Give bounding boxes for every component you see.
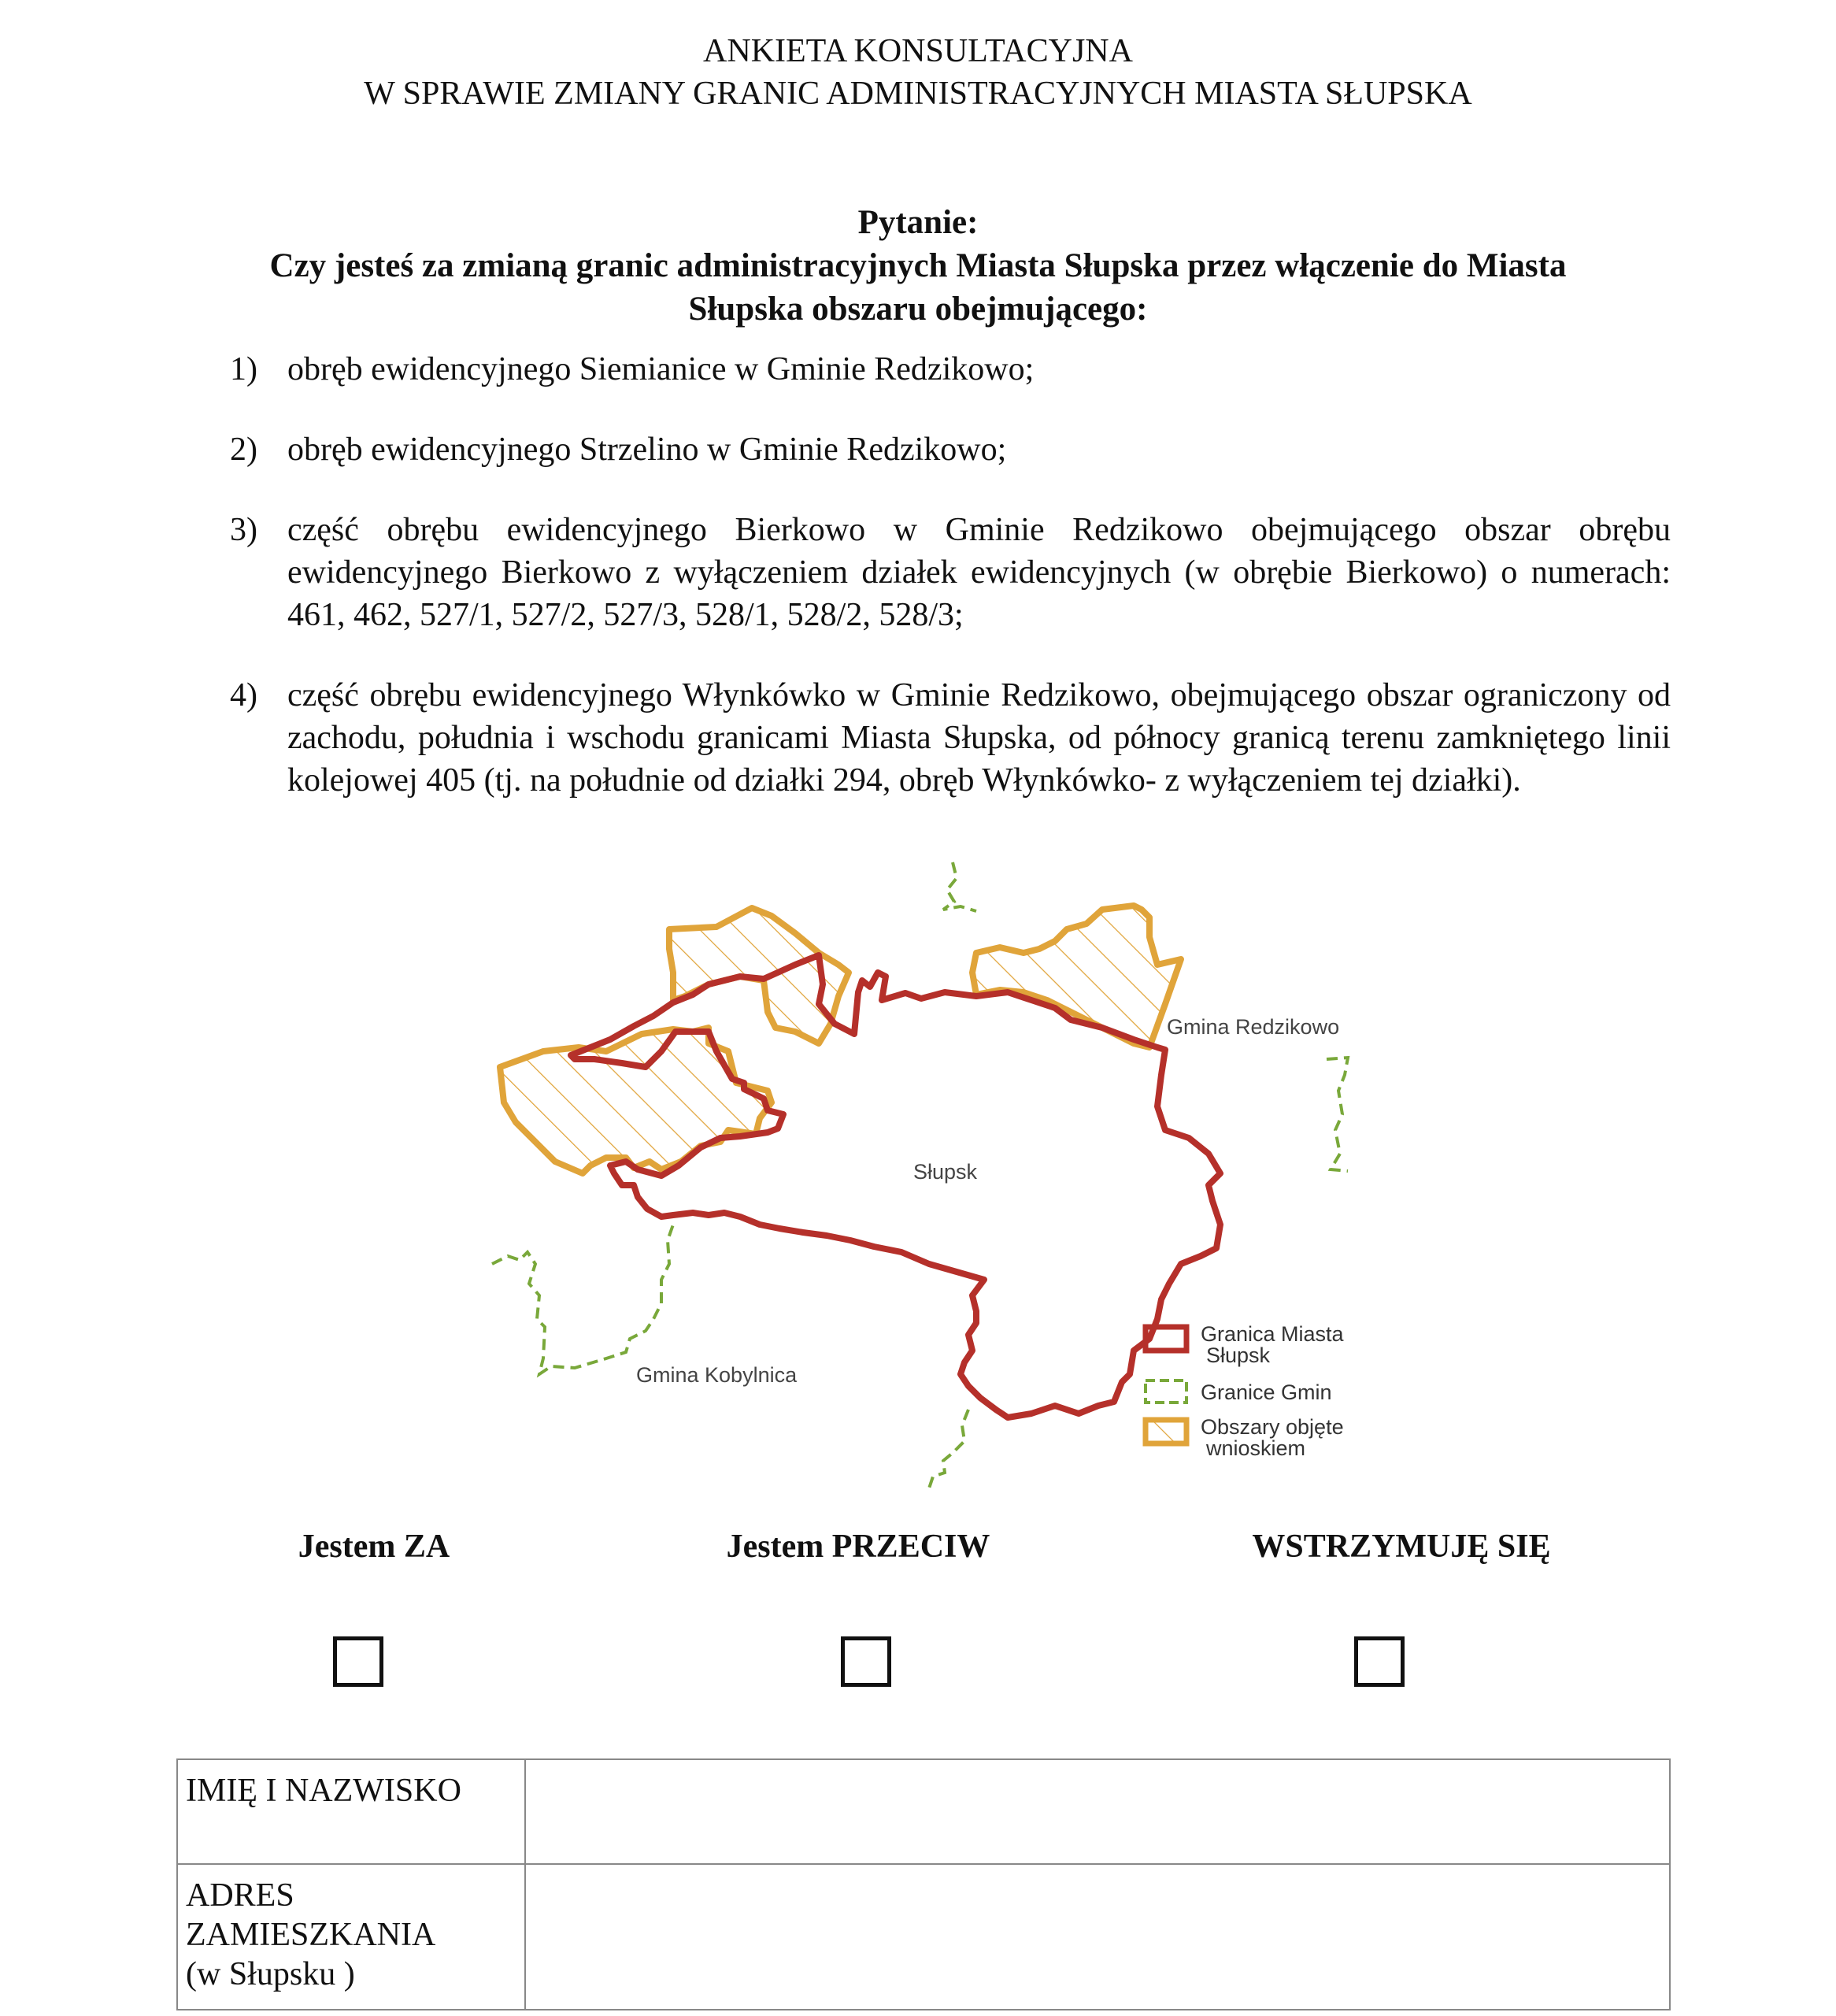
label-gmina-redzikowo: Gmina Redzikowo <box>1167 1015 1340 1039</box>
list-item-text: obręb ewidencyjnego Siemianice w Gminie Redzikowo; <box>287 351 1035 387</box>
address-label-line-3: (w Słupsku ) <box>186 1956 355 1992</box>
legend-gmina-border-swatch <box>1146 1380 1186 1403</box>
legend-areas-label-2: wnioskiem <box>1206 1436 1306 1460</box>
list-item-text: część obrębu ewidencyjnego Włynkówko w Gminie Redzikowo, obejmującego obszar ograniczony od zachodu, południa i wschodu granicami Miasta Słupska, od północy granicą terenu zamkniętego linii kolejowej 405 (tj. na południe od działki 294, obręb Włynkówko- z wyłączeniem tej działki). <box>287 677 1671 799</box>
option-przeciw-label: Jestem PRZECIW <box>726 1529 990 1565</box>
respondent-form <box>176 1758 1671 2010</box>
list-item-number: 1) <box>230 351 257 387</box>
area-north-east <box>972 906 1181 1047</box>
area-west <box>500 1028 772 1173</box>
za-checkbox[interactable] <box>333 1636 383 1687</box>
form-row-address <box>177 1864 1670 2010</box>
header-line-2: W SPRAWIE ZMIANY GRANIC ADMINISTRACYJNYCH MIASTA SŁUPSKA <box>364 76 1472 112</box>
przeciw-checkbox[interactable] <box>841 1636 891 1687</box>
header-line-1: ANKIETA KONSULTACYJNA <box>703 33 1133 69</box>
legend-gmina-border-label: Granice Gmin <box>1201 1380 1332 1404</box>
option-wstrzymuje-label: WSTRZYMUJĘ SIĘ <box>1252 1529 1551 1565</box>
legend-areas-label-1: Obszary objęte <box>1201 1415 1344 1439</box>
name-field[interactable] <box>525 1759 1670 1864</box>
legend-city-border-label-2: Słupsk <box>1206 1343 1271 1367</box>
gmina-border-north <box>943 862 976 911</box>
list-item-text: obręb ewidencyjnego Strzelino w Gminie Redzikowo; <box>287 432 1007 468</box>
question-title: Pytanie: <box>857 204 979 241</box>
list-item <box>230 509 1671 636</box>
list-item-number: 3) <box>230 512 257 548</box>
address-label-line-2: ZAMIESZKANIA <box>186 1917 436 1953</box>
question-line-2: Słupska obszaru obejmującego: <box>688 291 1148 328</box>
document-header <box>0 30 1836 115</box>
wstrzymuje-checkbox[interactable] <box>1354 1636 1405 1687</box>
form-row-name <box>177 1759 1670 1864</box>
address-label-line-1: ADRES <box>186 1877 294 1914</box>
question-block <box>0 201 1836 331</box>
list-item <box>230 428 1671 471</box>
gmina-border-south <box>929 1410 968 1488</box>
legend-areas-swatch <box>1146 1420 1186 1443</box>
list-item <box>230 674 1671 802</box>
address-label <box>177 1864 525 2010</box>
list-item-text: część obrębu ewidencyjnego Bierkowo w Gminie Redzikowo obejmującego obszar obrębu ewidencyjnego Bierkowo z wyłączeniem działek ewidencyjnych (w obrębie Bierkowo) o numerach: 461, 462, 527/1, 527/2, 527/3, 528/1, 528/2, 528/3; <box>287 512 1671 633</box>
question-line-1: Czy jesteś za zmianą granic administracyjnych Miasta Słupska przez włączenie do Miasta <box>269 247 1567 284</box>
gmina-border-west <box>492 1225 673 1374</box>
area-list <box>230 348 1671 839</box>
boundary-map <box>472 854 1378 1492</box>
gmina-border-east <box>1327 1058 1348 1171</box>
list-item-number: 2) <box>230 432 257 468</box>
address-field[interactable] <box>525 1864 1670 2010</box>
name-label: IMIĘ I NAZWISKO <box>177 1759 525 1864</box>
list-item <box>230 348 1671 391</box>
list-item-number: 4) <box>230 677 257 713</box>
legend-city-border-label-1: Granica Miasta <box>1201 1322 1344 1346</box>
label-gmina-kobylnica: Gmina Kobylnica <box>636 1363 798 1387</box>
option-za-label: Jestem ZA <box>298 1529 450 1565</box>
label-slupsk: Słupsk <box>913 1160 978 1184</box>
